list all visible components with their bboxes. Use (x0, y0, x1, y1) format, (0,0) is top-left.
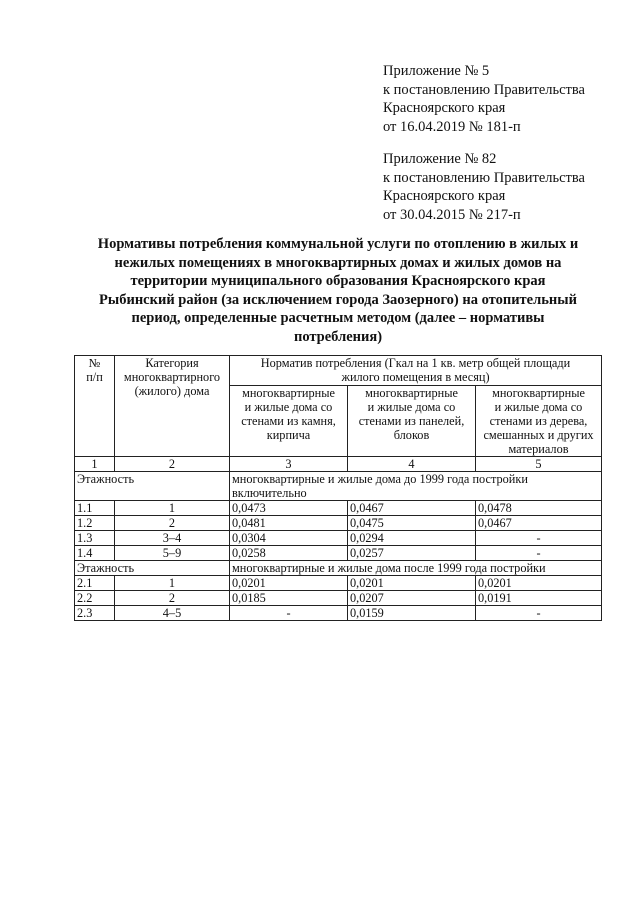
row-floors: 3–4 (115, 531, 230, 546)
appendix-5-title: Приложение № 5 (383, 63, 490, 79)
row-floors: 1 (115, 501, 230, 516)
row-num: 1.2 (75, 516, 115, 531)
table-row (75, 501, 602, 516)
value-stone-brick: 0,0473 (230, 501, 348, 516)
value-panel-block: 0,0475 (348, 516, 476, 531)
value-wood-mixed: 0,0191 (476, 591, 602, 606)
row-num: 1.4 (75, 546, 115, 561)
row-num: 2.2 (75, 591, 115, 606)
value-wood-mixed: - (476, 531, 602, 546)
title-line: нежилых помещениях в многоквартирных домах и жилых домов на (114, 254, 562, 271)
column-number: 5 (476, 457, 602, 472)
column-number: 4 (348, 457, 476, 472)
appendix-82-header (383, 150, 585, 224)
row-floors: 5–9 (115, 546, 230, 561)
value-wood-mixed: - (476, 546, 602, 561)
section-title: многоквартирные и жилые дома после 1999 года постройки (230, 561, 602, 576)
title-line: Нормативы потребления коммунальной услуги по отоплению в жилых и (97, 236, 579, 252)
header-col-wood-mixed: многоквартирные и жилые дома со стенами из дерева, смешанных и других материалов (476, 386, 602, 457)
appendix-5-date: от 16.04.2019 № 181-п (383, 118, 521, 135)
value-panel-block: 0,0207 (348, 591, 476, 606)
value-wood-mixed: 0,0478 (476, 501, 602, 516)
value-wood-mixed: - (476, 606, 602, 621)
section-label: Этажность (75, 472, 230, 501)
value-stone-brick: 0,0201 (230, 576, 348, 591)
value-panel-block: 0,0294 (348, 531, 476, 546)
value-panel-block: 0,0467 (348, 501, 476, 516)
section-label: Этажность (75, 561, 230, 576)
table-row (75, 531, 602, 546)
value-wood-mixed: 0,0201 (476, 576, 602, 591)
header-num: № п/п (75, 356, 115, 457)
document-title (70, 235, 606, 346)
row-num: 1.1 (75, 501, 115, 516)
title-line: период, определенные расчетным методом (далее – нормативы (131, 310, 545, 326)
title-line: потребления) (293, 328, 383, 345)
row-num: 2.3 (75, 606, 115, 621)
header-norm: Норматив потребления (Гкал на 1 кв. метр общей площади жилого помещения в месяц) (230, 356, 602, 386)
header-col-panel-block: многоквартирные и жилые дома со стенами из панелей, блоков (348, 386, 476, 457)
appendix-82-line3: Красноярского края (383, 188, 506, 204)
header-category: Категория многоквартирного (жилого) дома (115, 356, 230, 457)
appendix-5-line3: Красноярского края (383, 100, 506, 116)
title-line: территории муниципального образования Красноярского края (130, 273, 546, 289)
table-row (75, 516, 602, 531)
value-stone-brick: 0,0258 (230, 546, 348, 561)
value-panel-block: 0,0201 (348, 576, 476, 591)
section-title: многоквартирные и жилые дома до 1999 года постройки включительно (230, 472, 602, 501)
table-row (75, 606, 602, 621)
appendix-82-date: от 30.04.2015 № 217-п (383, 206, 521, 223)
appendix-5-header (383, 62, 585, 136)
value-stone-brick: - (230, 606, 348, 621)
value-wood-mixed: 0,0467 (476, 516, 602, 531)
row-floors: 2 (115, 591, 230, 606)
row-floors: 1 (115, 576, 230, 591)
row-floors: 2 (115, 516, 230, 531)
appendix-82-line2: к постановлению Правительства (383, 169, 585, 186)
value-panel-block: 0,0257 (348, 546, 476, 561)
value-stone-brick: 0,0481 (230, 516, 348, 531)
title-line: Рыбинский район (за исключением города Заозерного) на отопительный (99, 291, 577, 308)
value-stone-brick: 0,0185 (230, 591, 348, 606)
value-panel-block: 0,0159 (348, 606, 476, 621)
table-row (75, 591, 602, 606)
header-col-stone-brick: многоквартирные и жилые дома со стенами из камня, кирпича (230, 386, 348, 457)
value-stone-brick: 0,0304 (230, 531, 348, 546)
table-row (75, 546, 602, 561)
row-num: 1.3 (75, 531, 115, 546)
appendix-82-title: Приложение № 82 (383, 151, 497, 167)
column-number: 1 (75, 457, 115, 472)
column-number: 3 (230, 457, 348, 472)
row-floors: 4–5 (115, 606, 230, 621)
table-row (75, 576, 602, 591)
column-number: 2 (115, 457, 230, 472)
norms-table (74, 355, 602, 621)
row-num: 2.1 (75, 576, 115, 591)
appendix-5-line2: к постановлению Правительства (383, 81, 585, 98)
